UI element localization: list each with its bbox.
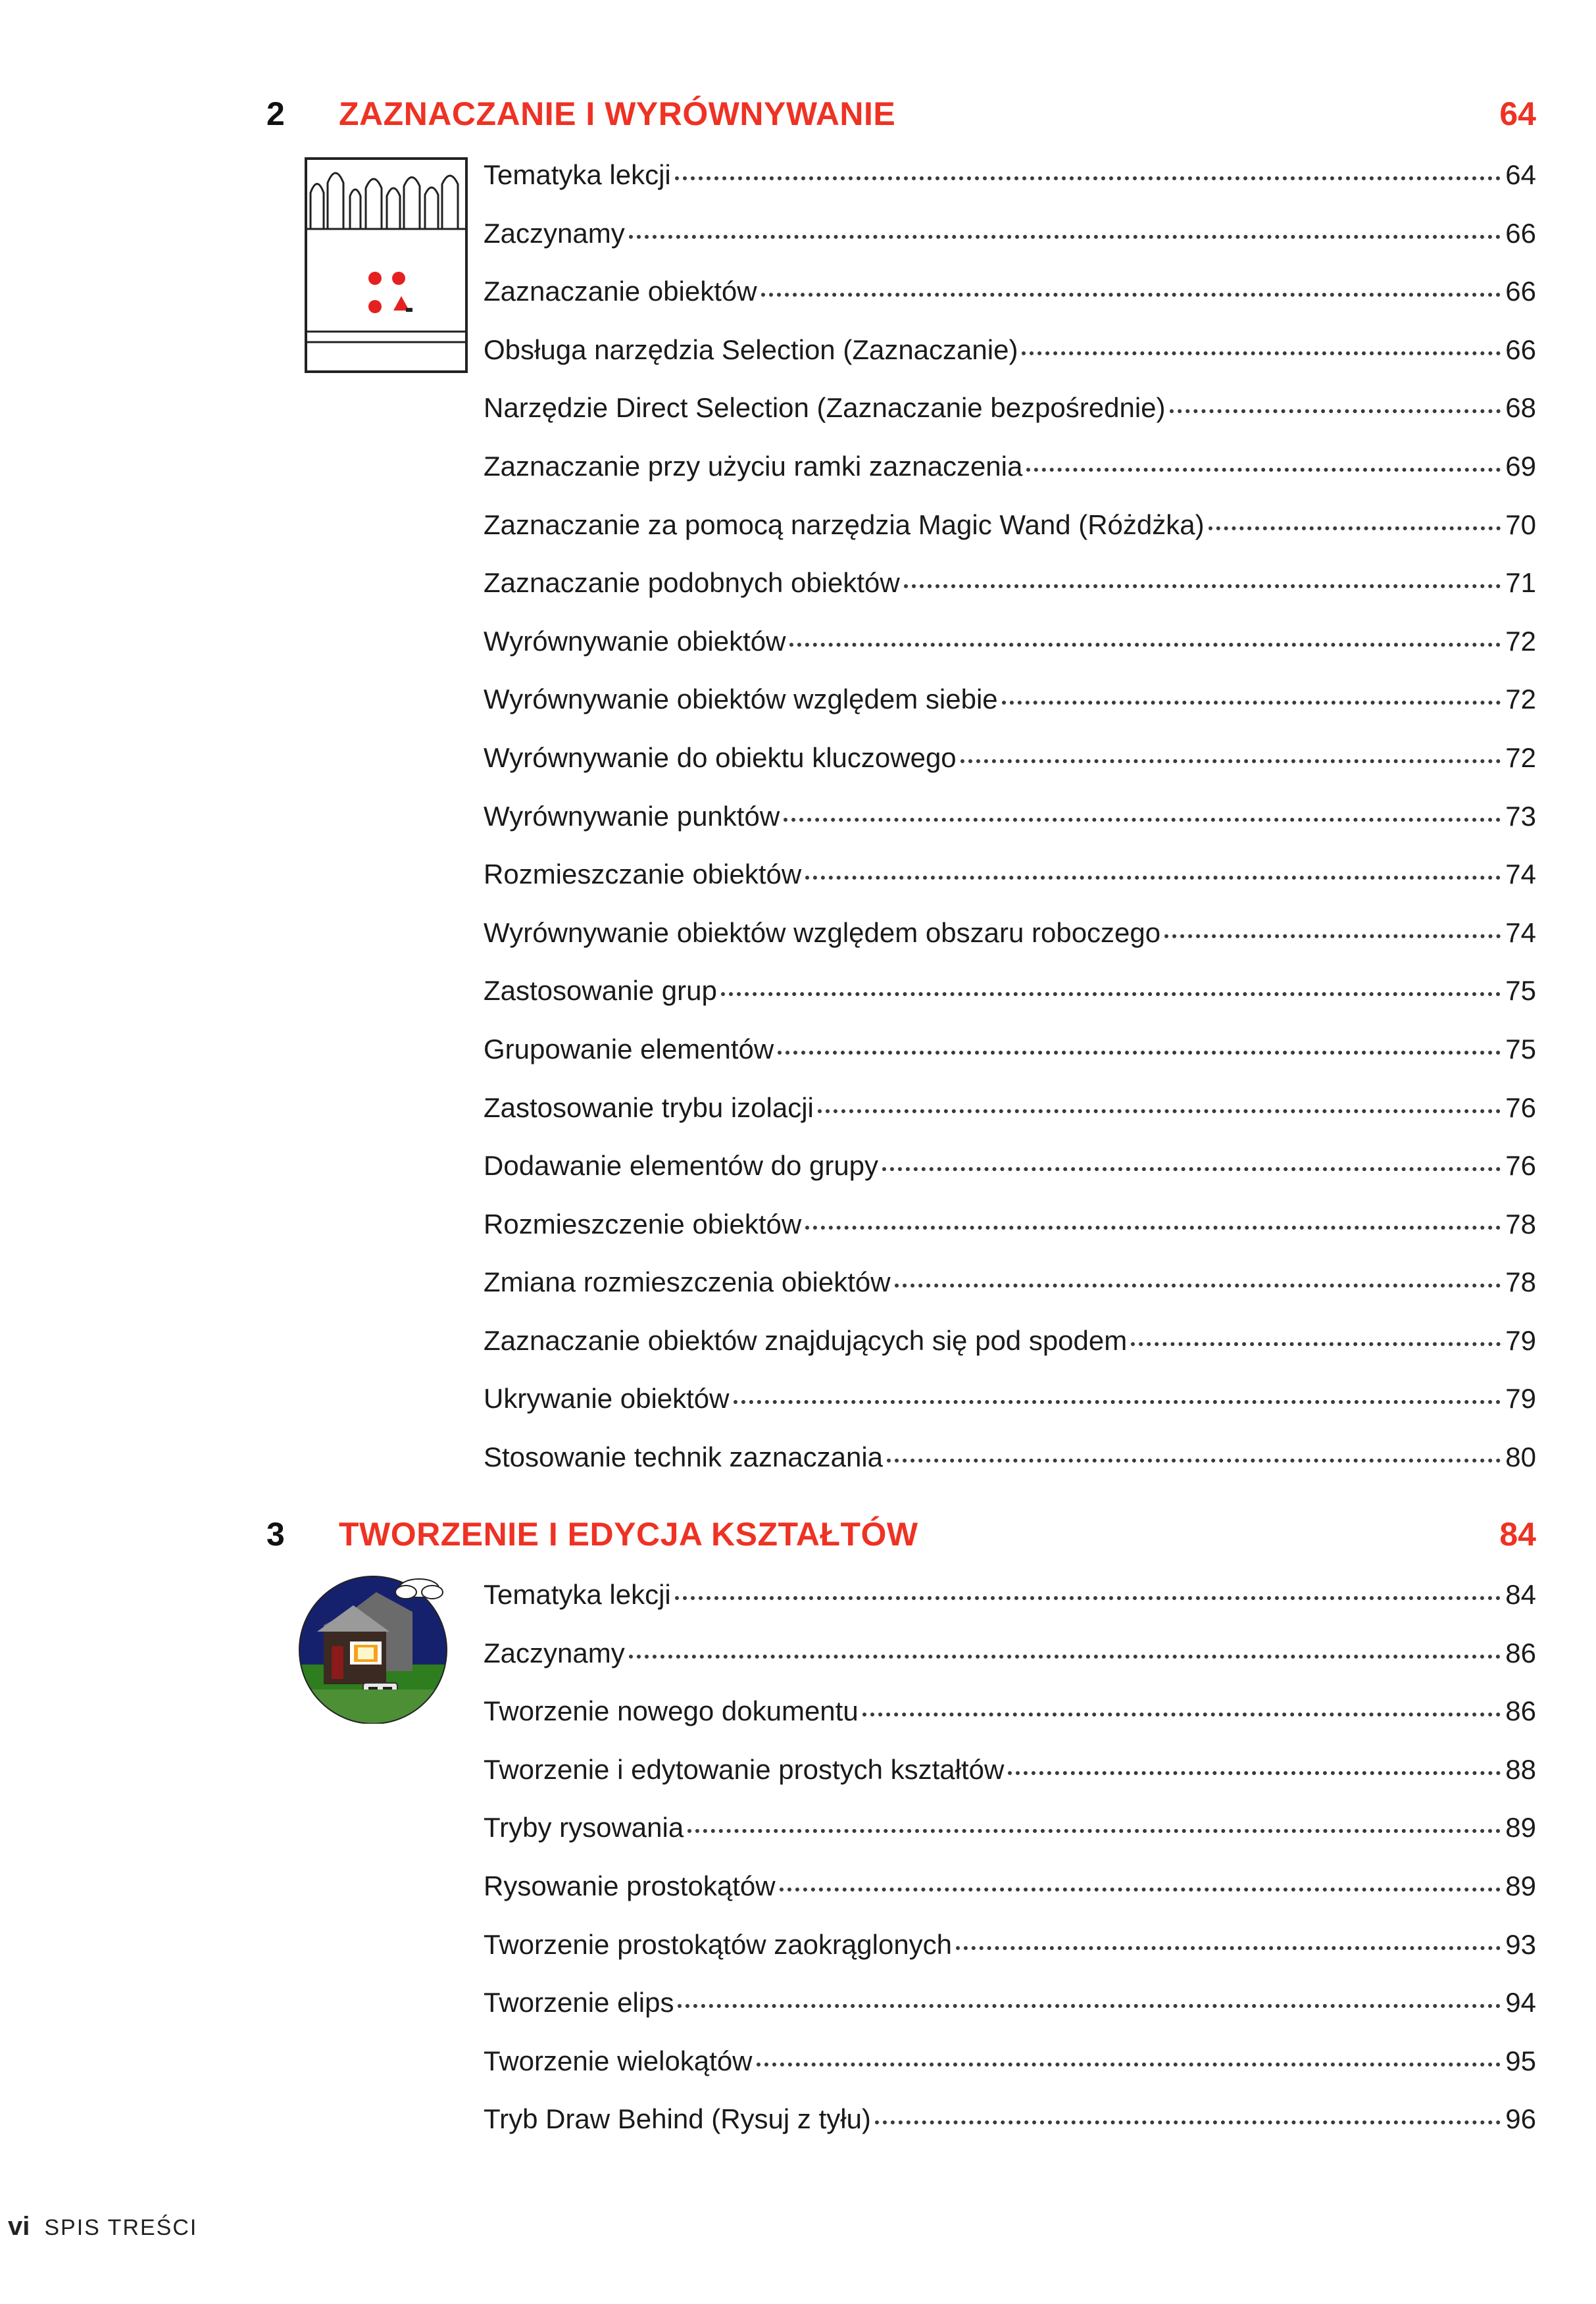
toc-entry-page: 74 <box>1505 859 1536 890</box>
toc-entry-label: Tworzenie nowego dokumentu <box>484 1695 859 1727</box>
toc-entry[interactable] <box>484 845 1536 904</box>
toc-entry-page: 68 <box>1505 392 1536 424</box>
dot-leader <box>761 293 1501 297</box>
dot-leader <box>1209 526 1501 530</box>
toc-entry-label: Rozmieszczenie obiektów <box>484 1208 802 1240</box>
toc-entry-label: Tryb Draw Behind (Rysuj z tyłu) <box>484 2103 871 2135</box>
toc-entry[interactable] <box>484 1566 1536 1624</box>
dot-leader <box>818 1109 1501 1113</box>
toc-entry-page: 76 <box>1505 1091 1536 1123</box>
toc-entry-page: 75 <box>1505 975 1536 1007</box>
dot-leader <box>805 876 1501 880</box>
toc-entry-label: Zaznaczanie za pomocą narzędzia Magic Wand (Różdżka) <box>484 509 1205 540</box>
toc-entry-label: Zaczynamy <box>484 217 625 249</box>
toc-entry-page: 78 <box>1505 1266 1536 1298</box>
chapter-number: 2 <box>266 95 285 132</box>
toc-entry-page: 71 <box>1505 567 1536 599</box>
dot-leader <box>862 1713 1501 1716</box>
page-number-roman: vi <box>8 2212 30 2241</box>
toc-entry-page: 79 <box>1505 1324 1536 1356</box>
dot-leader <box>675 176 1501 180</box>
toc-entry[interactable] <box>484 205 1536 263</box>
toc-entry-page: 80 <box>1505 1441 1536 1473</box>
dot-leader <box>1002 701 1501 705</box>
toc-entry-label: Zaznaczanie obiektów <box>484 276 757 307</box>
dot-leader <box>1170 409 1501 413</box>
toc-entry-label: Wyrównywanie do obiektu kluczowego <box>484 741 957 773</box>
toc-entry-page: 78 <box>1505 1208 1536 1240</box>
toc-entry-page: 73 <box>1505 800 1536 832</box>
dot-leader <box>882 1167 1501 1171</box>
dot-leader <box>778 1051 1501 1055</box>
dot-leader <box>678 2004 1501 2008</box>
toc-entry-label: Wyrównywanie obiektów względem obszaru roboczego <box>484 916 1161 948</box>
toc-entry[interactable] <box>484 788 1536 846</box>
toc-entry[interactable] <box>484 1857 1536 1916</box>
toc-entry-label: Tworzenie i edytowanie prostych kształtów <box>484 1753 1005 1785</box>
toc-entry-label: Obsługa narzędzia Selection (Zaznaczanie) <box>484 334 1018 365</box>
page-footer <box>8 2212 197 2251</box>
toc-entry-label: Tematyka lekcji <box>484 1579 671 1610</box>
toc-entry-label: Stosowanie technik zaznaczania <box>484 1441 884 1473</box>
toc-entry[interactable] <box>484 962 1536 1020</box>
toc-entry[interactable] <box>484 1799 1536 1857</box>
toc-entry-label: Zaznaczanie podobnych obiektów <box>484 567 900 599</box>
toc-entry-label: Zaznaczanie obiektów znajdujących się pod spodem <box>484 1324 1128 1356</box>
toc-entry-page: 89 <box>1505 1812 1536 1843</box>
toc-entry[interactable] <box>484 1916 1536 1974</box>
toc-entry[interactable] <box>484 1370 1536 1428</box>
toc-entry-page: 86 <box>1505 1637 1536 1668</box>
dot-leader <box>629 1655 1501 1659</box>
toc-entry[interactable] <box>484 496 1536 555</box>
toc-entry-page: 72 <box>1505 625 1536 657</box>
toc-entry[interactable] <box>484 1624 1536 1683</box>
toc-entry[interactable] <box>484 1020 1536 1079</box>
toc-entry-label: Zaczynamy <box>484 1637 625 1668</box>
toc-entry-page: 66 <box>1505 334 1536 365</box>
toc-entry[interactable] <box>484 554 1536 613</box>
toc-entry-label: Tworzenie elips <box>484 1987 674 2018</box>
toc-entry-label: Tworzenie prostokątów zaokrąglonych <box>484 1928 953 1960</box>
dot-leader <box>956 1946 1501 1950</box>
chapter-3-heading <box>266 1505 1536 1564</box>
dot-leader <box>960 759 1501 763</box>
chapter-2-heading <box>266 84 1536 143</box>
toc-entry[interactable] <box>484 2090 1536 2149</box>
toc-entry-page: 79 <box>1505 1383 1536 1415</box>
toc-entry-label: Narzędzie Direct Selection (Zaznaczanie bezpośrednie) <box>484 392 1166 424</box>
toc-entry-label: Zmiana rozmieszczenia obiektów <box>484 1266 891 1298</box>
chapter-number: 3 <box>266 1516 285 1553</box>
toc-entry-page: 74 <box>1505 916 1536 948</box>
toc-entry-page: 72 <box>1505 684 1536 715</box>
dot-leader <box>629 235 1501 239</box>
toc-entry-page: 95 <box>1505 2045 1536 2076</box>
toc-entry-label: Rysowanie prostokątów <box>484 1870 776 1901</box>
toc-entry[interactable] <box>484 379 1536 438</box>
chapter-title[interactable]: ZAZNACZANIE I WYRÓWNYWANIE <box>339 95 896 132</box>
toc-entry[interactable] <box>484 321 1536 380</box>
toc-entry-label: Wyrównywanie punktów <box>484 800 780 832</box>
toc-entry[interactable] <box>484 1428 1536 1487</box>
toc-entry-label: Grupowanie elementów <box>484 1033 774 1064</box>
toc-entry-label: Zastosowanie grup <box>484 975 717 1007</box>
dot-leader <box>1164 934 1501 938</box>
dot-leader <box>784 818 1501 822</box>
toc-entry-label: Wyrównywanie obiektów względem siebie <box>484 684 998 715</box>
toc-entry-page: 89 <box>1505 1870 1536 1901</box>
dot-leader <box>721 992 1501 996</box>
toc-entry-page: 66 <box>1505 276 1536 307</box>
toc-entry-page: 64 <box>1505 159 1536 190</box>
toc-entry[interactable] <box>484 1312 1536 1370</box>
dot-leader <box>887 1459 1501 1463</box>
toc-entry[interactable] <box>484 1682 1536 1741</box>
dot-leader <box>789 643 1501 647</box>
toc-entry[interactable] <box>484 1253 1536 1312</box>
dot-leader <box>875 2120 1501 2124</box>
toc-entry[interactable] <box>484 438 1536 496</box>
toc-entry-page: 93 <box>1505 1928 1536 1960</box>
dot-leader <box>1008 1771 1501 1775</box>
dot-leader <box>805 1226 1501 1230</box>
toc-entry[interactable] <box>484 729 1536 788</box>
toc-entry[interactable] <box>484 146 1536 205</box>
toc-entry-label: Dodawanie elementów do grupy <box>484 1150 879 1182</box>
chapter-3-toc <box>484 1566 1536 2149</box>
dot-leader <box>734 1400 1501 1404</box>
toc-entry[interactable] <box>484 1079 1536 1138</box>
dot-leader <box>1026 468 1501 472</box>
chapter-title[interactable]: TWORZENIE I EDYCJA KSZTAŁTÓW <box>339 1516 918 1553</box>
toc-entry-label: Wyrównywanie obiektów <box>484 625 786 657</box>
toc-entry[interactable] <box>484 263 1536 321</box>
dot-leader <box>1131 1342 1501 1346</box>
toc-entry[interactable] <box>484 1195 1536 1254</box>
toc-entry-page: 66 <box>1505 217 1536 249</box>
toc-entry-label: Zaznaczanie przy użyciu ramki zaznaczenia <box>484 450 1023 482</box>
toc-entry-label: Tworzenie wielokątów <box>484 2045 753 2076</box>
toc-entry-page: 94 <box>1505 1987 1536 2018</box>
dot-leader <box>675 1596 1501 1600</box>
toc-entry-label: Tryby rysowania <box>484 1812 684 1843</box>
dot-leader <box>780 1888 1501 1891</box>
toc-entry-page: 72 <box>1505 741 1536 773</box>
toc-entry-page: 76 <box>1505 1150 1536 1182</box>
toc-entry-label: Zastosowanie trybu izolacji <box>484 1091 814 1123</box>
toc-entry-page: 75 <box>1505 1033 1536 1064</box>
chapter-page[interactable]: 64 <box>1499 95 1536 132</box>
toc-entry-label: Rozmieszczanie obiektów <box>484 859 802 890</box>
toc-entry[interactable] <box>484 1137 1536 1195</box>
toc-entry[interactable] <box>484 904 1536 963</box>
toc-entry[interactable] <box>484 1974 1536 2032</box>
chapter-2-toc <box>484 146 1536 1487</box>
toc-entry-page: 86 <box>1505 1695 1536 1727</box>
dot-leader <box>757 2063 1501 2066</box>
dot-leader <box>1022 351 1501 355</box>
dot-leader <box>895 1284 1501 1288</box>
toc-entry-page: 84 <box>1505 1579 1536 1610</box>
toc-entry-page: 70 <box>1505 509 1536 540</box>
chapter-3-thumbnail <box>297 1572 449 1724</box>
toc-entry-label: Ukrywanie obiektów <box>484 1383 730 1415</box>
toc-entry-label: Tematyka lekcji <box>484 159 671 190</box>
dot-leader <box>904 584 1501 588</box>
toc-entry-page: 69 <box>1505 450 1536 482</box>
toc-entry[interactable] <box>484 670 1536 729</box>
dot-leader <box>687 1829 1501 1833</box>
toc-entry[interactable] <box>484 1741 1536 1799</box>
toc-entry-page: 88 <box>1505 1753 1536 1785</box>
section-name: SPIS TREŚCI <box>44 2215 198 2240</box>
chapter-page[interactable]: 84 <box>1499 1516 1536 1553</box>
toc-entry[interactable] <box>484 613 1536 671</box>
toc-entry[interactable] <box>484 2032 1536 2091</box>
toc-entry-page: 96 <box>1505 2103 1536 2135</box>
chapter-2-thumbnail <box>304 157 468 374</box>
